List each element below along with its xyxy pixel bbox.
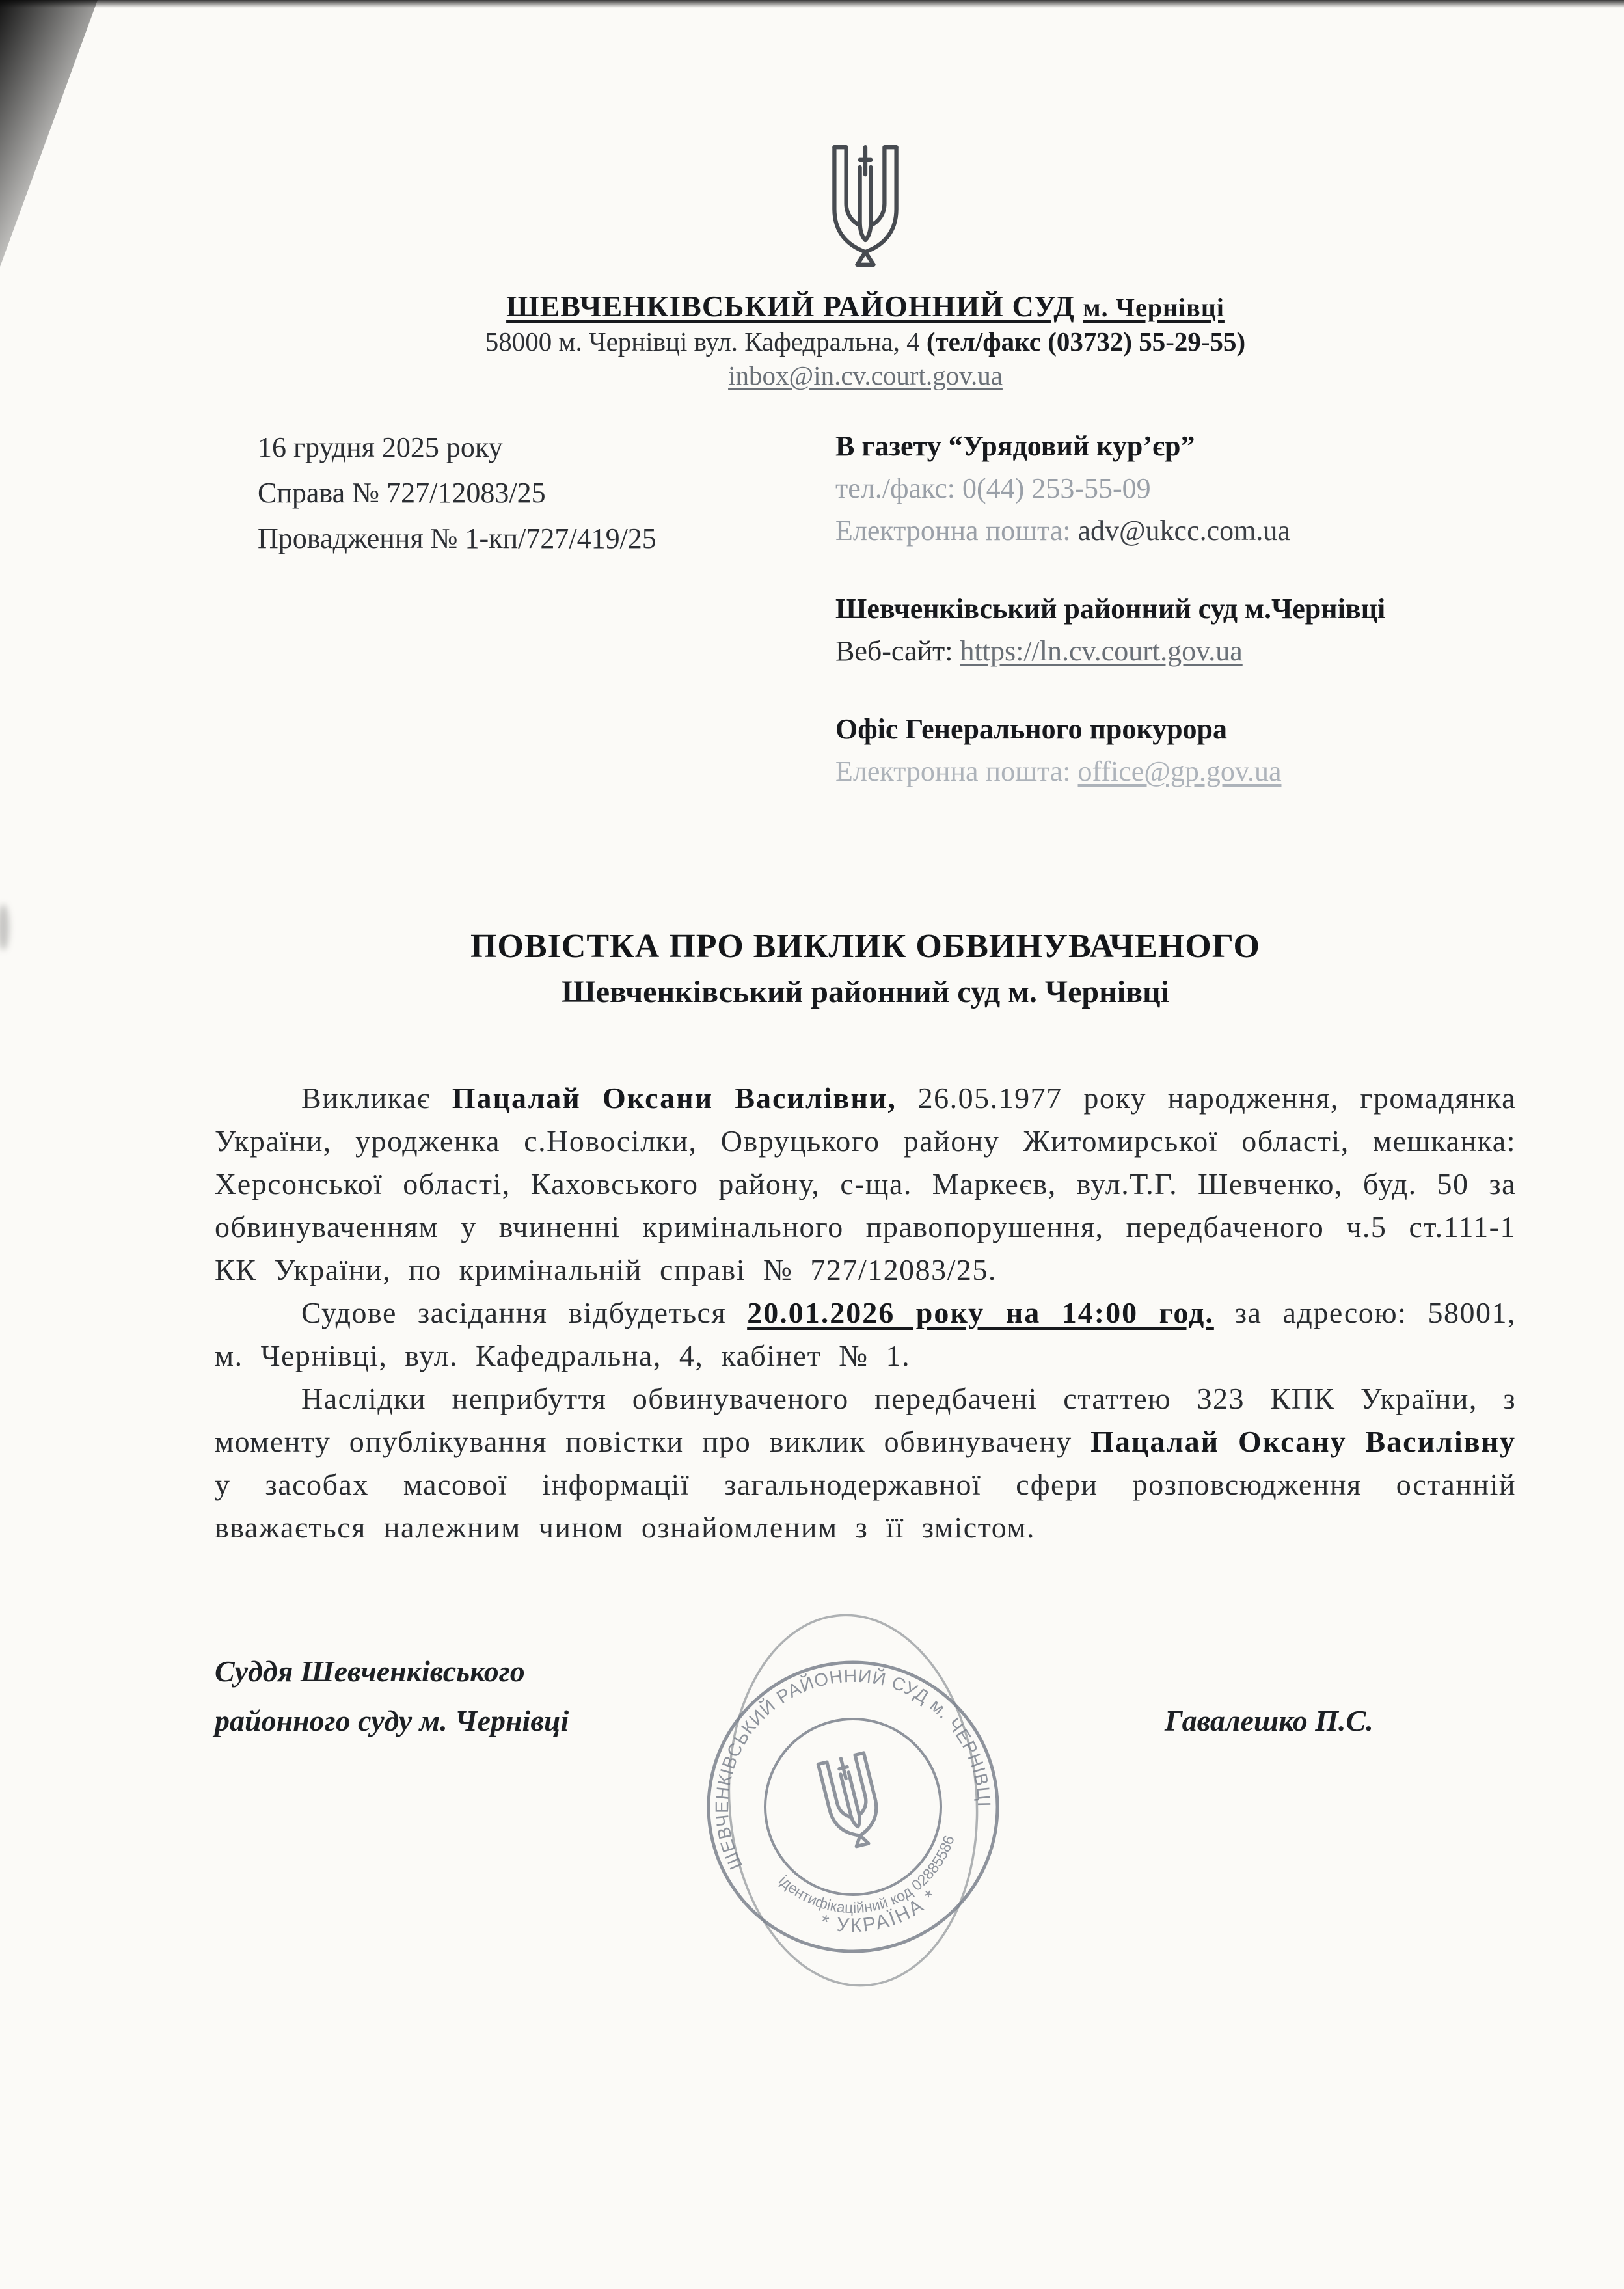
- recipient-gazette-title: В газету “Урядовий кур’єр”: [835, 430, 1195, 462]
- court-phone: (тел/факс (03732) 55-29-55): [926, 327, 1246, 357]
- court-website-link[interactable]: https://ln.cv.court.gov.ua: [960, 635, 1243, 667]
- proceeding-number: Провадження № 1-кп/727/419/25: [258, 522, 656, 554]
- judge-role-line1: Суддя Шевченківського: [215, 1655, 525, 1688]
- phone-label: тел./факс:: [835, 472, 956, 504]
- court-address: 58000 м. Чернівці вул. Кафедральна, 4: [485, 327, 920, 357]
- court-name-heading: [215, 290, 1516, 325]
- recipient-court: [835, 588, 1516, 672]
- recipient-prosecutor-email-line: [835, 750, 1516, 792]
- stamp-ring-text: ШЕВЧЕНКІВСЬКИЙ РАЙОННИЙ СУД м. ЧЕРНІВЦІ: [711, 1665, 995, 1873]
- court-address-line: [215, 325, 1516, 359]
- document-body: [215, 1077, 1516, 1549]
- case-number: Справа № 727/12083/25: [258, 477, 546, 509]
- document-content: [215, 0, 1516, 1746]
- stamp-country-text: * УКРАЇНА *: [818, 1884, 942, 1937]
- recipient-prosecutor-title: Офіс Генерального прокурора: [835, 713, 1228, 745]
- court-email-line: [215, 359, 1516, 392]
- web-label: Веб-сайт:: [835, 635, 953, 667]
- scan-artifact-edge-smudge: [0, 904, 9, 950]
- email-value: adv@ukcc.com.ua: [1077, 515, 1290, 547]
- body-paragraph-3: [215, 1377, 1516, 1549]
- phone-value: 0(44) 253-55-09: [962, 472, 1151, 504]
- scan-artifact-corner-shadow: [0, 0, 98, 267]
- p3-lead: Наслідки неприбуття обвинуваченого передбачені статтею 323 КПК України, з моменту опублікування повістки про виклик обвинувачену: [215, 1382, 1516, 1458]
- stamp-trident-icon: [819, 1753, 886, 1850]
- recipient-prosecutor: [835, 708, 1516, 792]
- accused-name: Пацалай Оксани Василівни,: [452, 1081, 897, 1115]
- document-subtitle: Шевченківський районний суд м. Чернівці: [561, 975, 1170, 1009]
- p2-lead: Судове засідання відбудеться: [301, 1296, 748, 1329]
- judge-role-line2: районного суду м. Чернівці: [215, 1704, 569, 1737]
- recipient-court-web-line: [835, 630, 1516, 672]
- recipients-block: [835, 425, 1516, 828]
- accused-name-accusative: Пацалай Оксану Василівну: [1090, 1425, 1516, 1458]
- p1-rest: 26.05.1977 року народження, громадянка України, уродженка с.Новосілки, Овруцького району Житомирської області, мешканка: Херсонської області, Каховського району, с-ща. Маркеєв, вул.Т.Г. Шевченко, буд. 50 за обвинуваченням у вчиненні кримінального правопорушення, передбаченого ч.5 ст.111-1 КК України, по кримінальній справі № 727/12083/25.: [215, 1081, 1516, 1286]
- recipient-gazette-email-line: [835, 509, 1516, 552]
- email-label: Електронна пошта:: [835, 755, 1071, 787]
- meta-row: [215, 425, 1516, 828]
- stamp-id-text: ідентифікаційний код 02885586: [776, 1833, 958, 1917]
- document-title: ПОВІСТКА ПРО ВИКЛИК ОБВИНУВАЧЕНОГО: [470, 928, 1260, 965]
- p1-lead: Викликає: [301, 1081, 452, 1115]
- hearing-datetime: 20.01.2026 року на 14:00 год.: [747, 1296, 1214, 1329]
- email-label: Електронна пошта:: [835, 515, 1071, 547]
- case-info-block: [215, 425, 835, 828]
- recipient-gazette: [835, 425, 1516, 552]
- recipient-gazette-phone-line: [835, 467, 1516, 509]
- prosecutor-email-link[interactable]: office@gp.gov.ua: [1077, 755, 1282, 787]
- document-date: 16 грудня 2025 року: [258, 431, 503, 463]
- body-paragraph-2: [215, 1292, 1516, 1377]
- p2-rest: за адресою: 58001, м. Чернівці, вул. Кафедральна, 4, кабінет № 1.: [215, 1296, 1516, 1372]
- court-round-stamp: [684, 1592, 1022, 2009]
- court-email-link[interactable]: inbox@in.cv.court.gov.ua: [728, 360, 1003, 390]
- court-name-main: ШЕВЧЕНКІВСЬКИЙ РАЙОННИЙ СУД: [506, 290, 1075, 323]
- judge-name: Гавалешко П.С.: [1165, 1704, 1374, 1737]
- body-paragraph-1: [215, 1077, 1516, 1292]
- court-name-city: м. Чернівці: [1083, 293, 1225, 322]
- trident-emblem-icon: [820, 140, 911, 286]
- recipient-court-title: Шевченківський районний суд м.Чернівці: [835, 593, 1386, 625]
- p3-rest: у засобах масової інформації загальнодержавної сфери розповсюдження останній вважається належним чином ознайомленим з її змістом.: [215, 1468, 1516, 1544]
